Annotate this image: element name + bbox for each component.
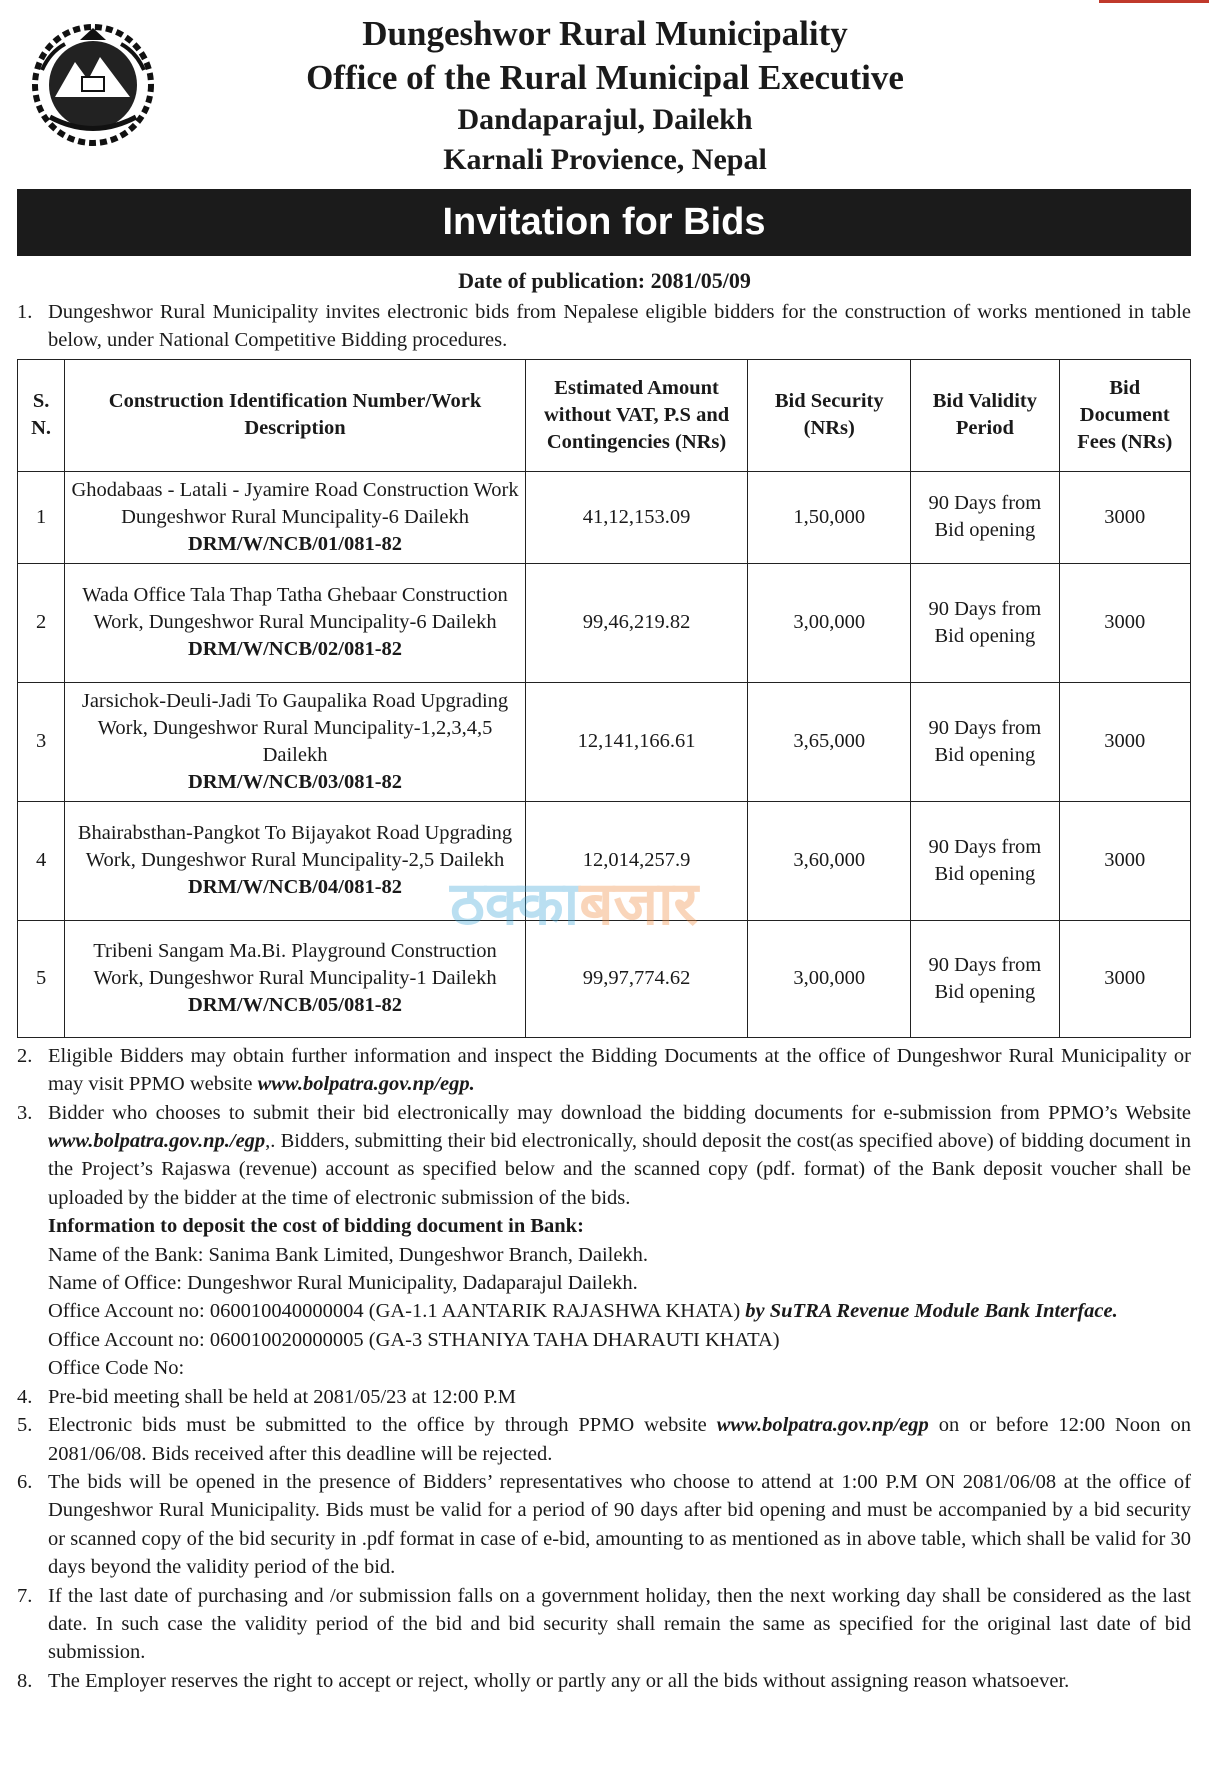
office-address: Dandaparajul, Dailekh bbox=[457, 103, 753, 136]
office-code: Office Code No: bbox=[48, 1357, 185, 1380]
ppmo-link[interactable]: www.bolpatra.gov.np/egp. bbox=[257, 1073, 475, 1096]
item-5: 5. Electronic bids must be submitted to the office by through PPMO website www.bolpatra.gov.np/egp on or before 12:00 Noon on 2081/06/08. Bids received after this deadline will be rejected. bbox=[17, 1414, 1191, 1465]
item-2: 2. Eligible Bidders may obtain further information and inspect the Bidding Documents at the office of Dungeshwor Rural Municipality or may visit PPMO website www.bolpatra.gov.np/egp. bbox=[17, 1044, 1191, 1096]
notice-body bbox=[17, 298, 1191, 1695]
item-8: 8. The Employer reserves the right to accept or reject, wholly or partly any or all the bids without assigning reason whatsoever. bbox=[17, 1669, 1070, 1692]
table-row: 4 Bhairabsthan-Pangkot To Bijayakot Road Upgrading Work, Dungeshwor Rural Muncipality-2,5 Dailekh DRM/W/NCB/04/081-82 12,014,257.9 3,60,000 90 Days from Bid opening 3000 bbox=[18, 801, 1191, 920]
account-1-note: by SuTRA Revenue Module Bank Interface. bbox=[745, 1300, 1118, 1323]
municipality-name: Dungeshwor Rural Municipality bbox=[362, 14, 848, 53]
publication-date: Date of publication: 2081/05/09 bbox=[458, 268, 751, 293]
column-header: Construction Identification Number/Work Description bbox=[65, 359, 526, 471]
watermark: ठक्काबजार bbox=[450, 869, 699, 939]
column-header: S. N. bbox=[18, 359, 65, 471]
column-header: Bid Security (NRs) bbox=[748, 359, 911, 471]
item-4: 4. Pre-bid meeting shall be held at 2081/05/23 at 12:00 P.M bbox=[17, 1385, 517, 1408]
bank-name: Name of the Bank: Sanima Bank Limited, Dungeshwor Branch, Dailekh. bbox=[48, 1243, 649, 1266]
province-country: Karnali Provience, Nepal bbox=[443, 143, 767, 176]
office-name: Office of the Rural Municipal Executive bbox=[306, 58, 904, 97]
table-row: 3 Jarsichok-Deuli-Jadi To Gaupalika Road Upgrading Work, Dungeshwor Rural Muncipality-1,2,3,4,5 Dailekh DRM/W/NCB/03/081-82 12,141,166.61 3,65,000 90 Days from Bid opening 3000 bbox=[18, 682, 1191, 801]
nepal-government-emblem-icon bbox=[20, 22, 166, 148]
table-row: 5 Tribeni Sangam Ma.Bi. Playground Construction Work, Dungeshwor Rural Muncipality-1 Dailekh DRM/W/NCB/05/081-82 99,97,774.62 3,00,000 90 Days from Bid opening 3000 bbox=[18, 920, 1191, 1037]
account-1: Office Account no: 060010040000004 (GA-1.1 AANTARIK RAJASHWA KHATA) bbox=[48, 1300, 746, 1323]
table-header-row bbox=[18, 359, 1191, 471]
table-row: 1 Ghodabaas - Latali - Jyamire Road Construction Work Dungeshwor Rural Muncipality-6 Dailekh DRM/W/NCB/01/081-82 41,12,153.09 1,50,000 90 Days from Bid opening 3000 bbox=[18, 471, 1191, 563]
item-7: 7. If the last date of purchasing and /or submission falls on a government holiday, then the next working day shall be considered as the last date. In such case the validity period of the bid and bid security shall remain the same as specified for the original last date of bid submission. bbox=[17, 1584, 1191, 1664]
office-name-line: Name of Office: Dungeshwor Rural Municipality, Dadaparajul Dailekh. bbox=[48, 1272, 638, 1295]
top-accent-line bbox=[1099, 0, 1209, 3]
account-2: Office Account no: 060010020000005 (GA-3 STHANIYA TAHA DHARAUTI KHATA) bbox=[48, 1328, 780, 1351]
ppmo-link[interactable]: www.bolpatra.gov.np/egp bbox=[716, 1414, 929, 1437]
table-row: 2 Wada Office Tala Thap Tatha Ghebaar Construction Work, Dungeshwor Rural Muncipality-6 Dailekh DRM/W/NCB/02/081-82 99,46,219.82 3,00,000 90 Days from Bid opening 3000 bbox=[18, 563, 1191, 682]
column-header: Bid Validity Period bbox=[911, 359, 1059, 471]
item-1: 1. Dungeshwor Rural Municipality invites electronic bids from Nepalese eligible bidders for the construction of works mentioned in table below, under National Competitive Bidding procedures. bbox=[17, 301, 1191, 352]
column-header: Estimated Amount without VAT, P.S and Contingencies (NRs) bbox=[525, 359, 747, 471]
item-3: 3. Bidder who chooses to submit their bid electronically may download the bidding documents for e-submission from PPMO’s Website www.bolpatra.gov.np./egp,. Bidders, submitting their bid electronically, should deposit the cost(as specified above) of bidding document in the Project’s Rajaswa (revenue) account as specified below and the scanned copy (pdf. format) of the Bank deposit voucher shall be uploaded by the bidder at the time of electronic submission of the bids. Information to deposit the cost of bidding document in Bank: Name of the Bank: Sanima Bank Limited, Dungeshwor Branch, Dailekh. Name of Office: Dungeshwor Rural Municipality, Dadaparajul Dailekh. Office Account no: 060010040000004 (GA-1.1 AANTARIK RAJASHWA KHATA) by SuTRA Revenue Module Bank Interface. Office Account no: 060010020000005 (GA-3 STHANIYA TAHA DHARAUTI KHATA) Office Code No: bbox=[17, 1099, 1191, 1383]
column-header: Bid Document Fees (NRs) bbox=[1059, 359, 1191, 471]
letterhead bbox=[0, 8, 1209, 188]
bids-table bbox=[17, 359, 1191, 1038]
notice-title-banner: Invitation for Bids bbox=[17, 189, 1191, 256]
ppmo-link[interactable]: www.bolpatra.gov.np./egp bbox=[48, 1130, 266, 1153]
bank-info-heading: Information to deposit the cost of bidding document in Bank: bbox=[48, 1215, 584, 1238]
item-6: 6. The bids will be opened in the presence of Bidders’ representatives who choose to attend at 1:00 P.M ON 2081/06/08 at the office of Dungeshwor Rural Municipality. Bids must be valid for a period of 90 days after bid opening and must be accompanied by a bid security or scanned copy of the bid security in .pdf format in case of e-bid, amounting to as mentioned as in above table, which shall be valid for 30 days beyond the validity period of the bid. bbox=[17, 1470, 1191, 1579]
